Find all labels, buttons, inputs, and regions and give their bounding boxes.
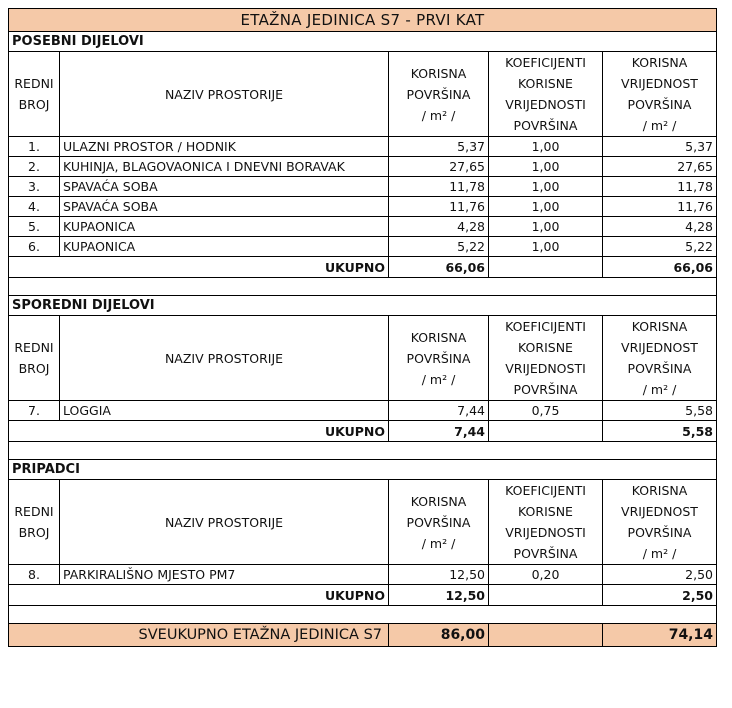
header-coef-line: KOEFICIJENTI: [505, 319, 586, 334]
grand-total-value: 74,14: [603, 624, 717, 647]
header-name: NAZIV PROSTORIJE: [60, 480, 389, 565]
row-area: 4,28: [389, 217, 489, 237]
section-title: SPOREDNI DIJELOVI: [9, 296, 717, 316]
row-value: 5,22: [603, 237, 717, 257]
table-row: [9, 137, 717, 157]
header-coef-line: KORISNE: [518, 340, 573, 355]
section-title: POSEBNI DIJELOVI: [9, 32, 717, 52]
grand-total-area: 86,00: [389, 624, 489, 647]
header-value-line: VRIJEDNOST: [621, 504, 698, 519]
row-area: 12,50: [389, 565, 489, 585]
header-coef-line: POVRŠINA: [513, 546, 578, 561]
section-total-area: 66,06: [389, 257, 489, 278]
row-no: 7.: [9, 401, 60, 421]
header-no-line: BROJ: [18, 525, 50, 540]
grand-total-row: [9, 624, 717, 647]
row-name: KUPAONICA: [60, 237, 389, 257]
header-name: NAZIV PROSTORIJE: [60, 52, 389, 137]
header-row: [9, 316, 717, 401]
row-value: 27,65: [603, 157, 717, 177]
header-area-line: POVRŠINA: [406, 350, 471, 366]
section-title-row: [9, 460, 717, 480]
section-total-coef-empty: [489, 421, 603, 442]
row-name: SPAVAĆA SOBA: [60, 177, 389, 197]
area-table: [8, 8, 717, 647]
row-no: 3.: [9, 177, 60, 197]
header-area-line: POVRŠINA: [406, 86, 471, 102]
row-no: 1.: [9, 137, 60, 157]
table-row: [9, 157, 717, 177]
row-value: 11,76: [603, 197, 717, 217]
header-no-line: REDNI: [14, 340, 54, 355]
header-coef: [489, 480, 603, 565]
section-total-label: UKUPNO: [9, 585, 389, 606]
spacer-row: [9, 278, 717, 296]
header-coef-line: KORISNE: [518, 504, 573, 519]
header-value-line: / m² /: [642, 382, 677, 397]
section-total-value: 5,58: [603, 421, 717, 442]
row-area: 11,78: [389, 177, 489, 197]
section-total-row: [9, 585, 717, 606]
header-coef-line: KOEFICIJENTI: [505, 483, 586, 498]
header-value-line: POVRŠINA: [627, 525, 692, 540]
section-total-row: [9, 257, 717, 278]
row-value: 5,37: [603, 137, 717, 157]
header-value-line: POVRŠINA: [627, 361, 692, 376]
row-name: LOGGIA: [60, 401, 389, 421]
header-value: [603, 480, 717, 565]
table-row: [9, 177, 717, 197]
row-no: 6.: [9, 237, 60, 257]
row-no: 4.: [9, 197, 60, 217]
row-name: KUPAONICA: [60, 217, 389, 237]
row-coef: 1,00: [489, 177, 603, 197]
header-value-line: / m² /: [642, 118, 677, 133]
row-no: 2.: [9, 157, 60, 177]
header-coef-line: POVRŠINA: [513, 382, 578, 397]
header-coef-line: VRIJEDNOSTI: [505, 525, 586, 540]
header-no: [9, 480, 60, 565]
header-value-line: VRIJEDNOST: [621, 340, 698, 355]
row-area: 5,37: [389, 137, 489, 157]
header-area-line: / m² /: [421, 371, 456, 387]
row-no: 5.: [9, 217, 60, 237]
header-value: [603, 52, 717, 137]
header-value: [603, 316, 717, 401]
row-value: 11,78: [603, 177, 717, 197]
header-area: [389, 316, 489, 401]
row-coef: 1,00: [489, 217, 603, 237]
header-no: [9, 52, 60, 137]
section-total-value: 66,06: [603, 257, 717, 278]
header-area-line: POVRŠINA: [406, 514, 471, 530]
header-value-line: / m² /: [642, 546, 677, 561]
row-no: 8.: [9, 565, 60, 585]
header-row: [9, 52, 717, 137]
row-area: 5,22: [389, 237, 489, 257]
header-area-line: KORISNA: [410, 493, 467, 509]
header-value-line: KORISNA: [631, 483, 688, 498]
spacer-cell: [9, 442, 717, 460]
section-total-label: UKUPNO: [9, 421, 389, 442]
table-row: [9, 197, 717, 217]
header-coef-line: KOEFICIJENTI: [505, 55, 586, 70]
spacer-cell: [9, 278, 717, 296]
header-coef-line: KORISNE: [518, 76, 573, 91]
row-name: KUHINJA, BLAGOVAONICA I DNEVNI BORAVAK: [60, 157, 389, 177]
header-coef: [489, 52, 603, 137]
header-area-line: / m² /: [421, 107, 456, 123]
row-coef: 0,75: [489, 401, 603, 421]
grand-total-coef-empty: [489, 624, 603, 647]
header-no: [9, 316, 60, 401]
row-coef: 1,00: [489, 237, 603, 257]
row-name: ULAZNI PROSTOR / HODNIK: [60, 137, 389, 157]
header-coef-line: VRIJEDNOSTI: [505, 361, 586, 376]
row-name: PARKIRALIŠNO MJESTO PM7: [60, 565, 389, 585]
table-row: [9, 401, 717, 421]
row-area: 27,65: [389, 157, 489, 177]
spacer-cell: [9, 606, 717, 624]
table-row: [9, 237, 717, 257]
header-area-line: / m² /: [421, 535, 456, 551]
section-total-value: 2,50: [603, 585, 717, 606]
row-coef: 1,00: [489, 197, 603, 217]
header-no-line: REDNI: [14, 504, 54, 519]
header-area: [389, 480, 489, 565]
header-value-line: POVRŠINA: [627, 97, 692, 112]
row-coef: 0,20: [489, 565, 603, 585]
header-area-line: KORISNA: [410, 65, 467, 81]
table-row: [9, 217, 717, 237]
grand-total-label: SVEUKUPNO ETAŽNA JEDINICA S7: [9, 624, 389, 647]
section-total-area: 7,44: [389, 421, 489, 442]
header-value-line: VRIJEDNOST: [621, 76, 698, 91]
row-area: 7,44: [389, 401, 489, 421]
row-area: 11,76: [389, 197, 489, 217]
row-coef: 1,00: [489, 137, 603, 157]
row-value: 4,28: [603, 217, 717, 237]
row-name: SPAVAĆA SOBA: [60, 197, 389, 217]
table-row: [9, 565, 717, 585]
section-title-row: [9, 296, 717, 316]
header-coef-line: POVRŠINA: [513, 118, 578, 133]
table-title: ETAŽNA JEDINICA S7 - PRVI KAT: [9, 9, 717, 32]
header-name: NAZIV PROSTORIJE: [60, 316, 389, 401]
header-area-line: KORISNA: [410, 329, 467, 345]
spacer-row: [9, 442, 717, 460]
header-area: [389, 52, 489, 137]
row-value: 5,58: [603, 401, 717, 421]
area-table-sheet: [8, 8, 716, 647]
row-value: 2,50: [603, 565, 717, 585]
section-total-coef-empty: [489, 585, 603, 606]
header-row: [9, 480, 717, 565]
section-title: PRIPADCI: [9, 460, 717, 480]
header-no-line: BROJ: [18, 361, 50, 376]
header-no-line: BROJ: [18, 97, 50, 112]
header-coef-line: VRIJEDNOSTI: [505, 97, 586, 112]
header-value-line: KORISNA: [631, 319, 688, 334]
spacer-row: [9, 606, 717, 624]
header-value-line: KORISNA: [631, 55, 688, 70]
section-title-row: [9, 32, 717, 52]
row-coef: 1,00: [489, 157, 603, 177]
section-total-label: UKUPNO: [9, 257, 389, 278]
section-total-area: 12,50: [389, 585, 489, 606]
section-total-row: [9, 421, 717, 442]
section-total-coef-empty: [489, 257, 603, 278]
header-coef: [489, 316, 603, 401]
header-no-line: REDNI: [14, 76, 54, 91]
